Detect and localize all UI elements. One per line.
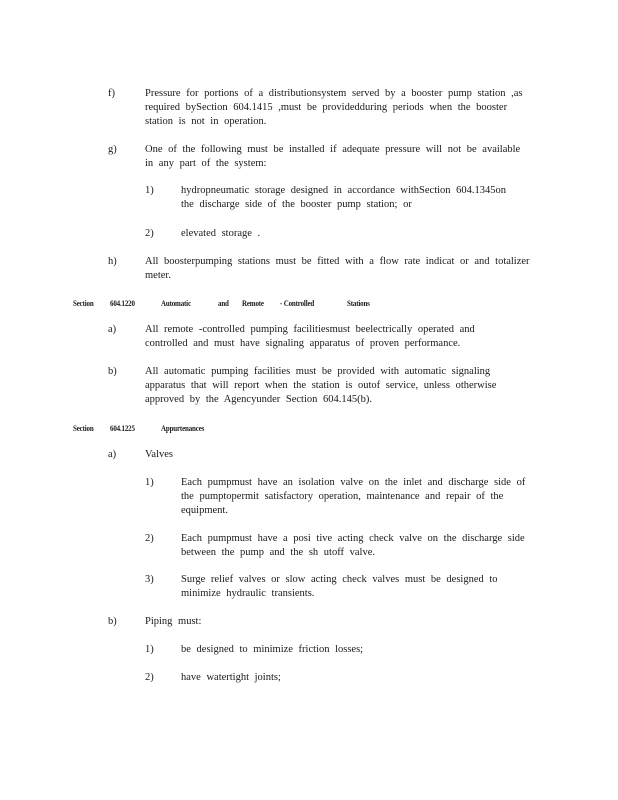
section-label: Section xyxy=(73,423,94,433)
section-title-word: and xyxy=(218,298,229,308)
paragraph-valves-3 xyxy=(181,573,498,601)
item-marker-h: h) xyxy=(108,256,117,267)
paragraph-a xyxy=(145,323,475,351)
section-title-word: - Controlled xyxy=(280,298,315,308)
item-marker-b: b) xyxy=(108,366,117,377)
text-line: equipment. xyxy=(181,505,228,516)
text-line: hydropneumatic storage designed in accordance withSection 604.1345on xyxy=(181,185,507,196)
text-line: meter. xyxy=(145,270,171,281)
paragraph-valves-1 xyxy=(181,476,525,518)
paragraph-b xyxy=(145,365,496,407)
item-marker-valves-3: 3) xyxy=(145,574,154,585)
section-title-word: Appurtenances xyxy=(161,423,205,433)
paragraph-g1 xyxy=(181,184,506,212)
text-line: All automatic pumping facilities must be provided with automatic signaling xyxy=(145,366,491,377)
item-marker-valves-1: 1) xyxy=(145,477,154,488)
paragraph-valves xyxy=(145,448,173,462)
text-line: Pressure for portions of a distributionsystem served by a booster pump station ,as xyxy=(145,88,523,99)
section-title-word: Stations xyxy=(347,298,370,308)
text-line: Surge relief valves or slow acting check valves must be designed to xyxy=(181,574,498,585)
paragraph-piping-2 xyxy=(181,671,281,685)
text-line: Each pumpmust have a posi tive acting check valve on the discharge side xyxy=(181,533,525,544)
paragraph-piping-1 xyxy=(181,643,363,657)
paragraph-h xyxy=(145,255,530,283)
item-marker-g1: 1) xyxy=(145,185,154,196)
item-marker-piping-1: 1) xyxy=(145,644,154,655)
text-line: Valves xyxy=(145,449,173,460)
paragraph-f xyxy=(145,87,523,129)
text-line: the discharge side of the booster pump station; or xyxy=(181,199,412,210)
text-line: be designed to minimize friction losses; xyxy=(181,644,364,655)
text-line: station is not in operation. xyxy=(145,116,267,127)
item-marker-a: a) xyxy=(108,324,117,335)
text-line: approved by the Agencyunder Section 604.145(b). xyxy=(145,394,372,405)
section-label: Section xyxy=(73,298,94,308)
section-number: 604.1225 xyxy=(110,423,135,433)
item-marker-g2: 2) xyxy=(145,228,154,239)
item-marker-valves-2: 2) xyxy=(145,533,154,544)
text-line: the pumptopermit satisfactory operation, maintenance and repair of the xyxy=(181,491,504,502)
section-title-word: Remote xyxy=(242,298,264,308)
text-line: Piping must: xyxy=(145,616,202,627)
text-line: have watertight joints; xyxy=(181,672,281,683)
item-marker-g: g) xyxy=(108,144,117,155)
item-marker-f: f) xyxy=(108,88,115,99)
section-title-word: Automatic xyxy=(161,298,191,308)
text-line: minimize hydraulic transients. xyxy=(181,588,315,599)
section-number: 604.1220 xyxy=(110,298,135,308)
paragraph-g2 xyxy=(181,227,260,241)
paragraph-g xyxy=(145,143,520,171)
paragraph-valves-2 xyxy=(181,532,525,560)
text-line: All boosterpumping stations must be fitted with a flow rate indicat or and totalizer xyxy=(145,256,530,267)
text-line: Each pumpmust have an isolation valve on the inlet and discharge side of xyxy=(181,477,526,488)
item-marker-b: b) xyxy=(108,616,117,627)
text-line: required bySection 604.1415 ,must be providedduring periods when the booster xyxy=(145,102,508,113)
text-line: in any part of the system: xyxy=(145,158,267,169)
item-marker-a: a) xyxy=(108,449,117,460)
text-line: apparatus that will report when the station is outof service, unless otherwise xyxy=(145,380,497,391)
item-marker-piping-2: 2) xyxy=(145,672,154,683)
text-line: One of the following must be installed if adequate pressure will not be available xyxy=(145,144,521,155)
paragraph-piping xyxy=(145,615,201,629)
text-line: All remote -controlled pumping facilitiesmust beelectrically operated and xyxy=(145,324,475,335)
text-line: elevated storage . xyxy=(181,228,261,239)
text-line: controlled and must have signaling apparatus of proven performance. xyxy=(145,338,461,349)
text-line: between the pump and the sh utoff valve. xyxy=(181,547,376,558)
